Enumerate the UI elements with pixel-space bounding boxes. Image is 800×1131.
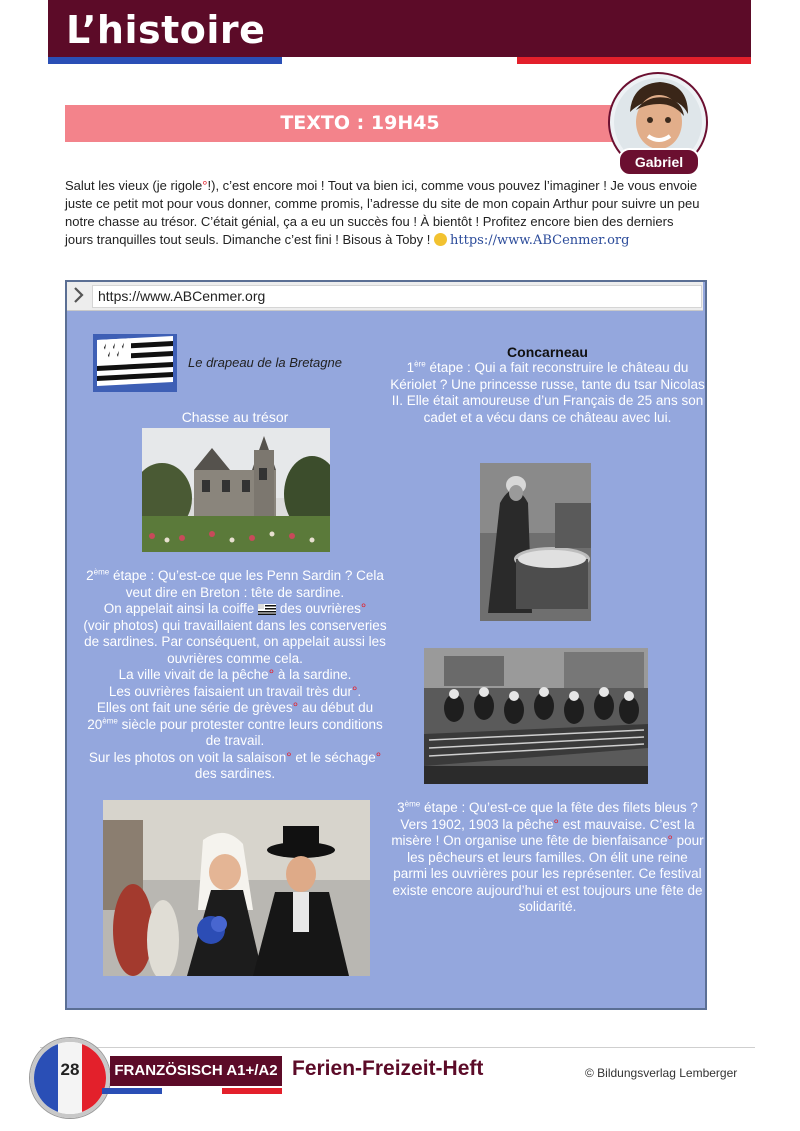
sardine-workers-photo xyxy=(424,648,648,784)
step-2-line-6 xyxy=(80,700,390,750)
greves-text: Elles ont fait une série de grèves xyxy=(96,700,293,715)
concarneau-title: Concarneau xyxy=(507,344,588,360)
step-2-question: étape : Qu’est-ce que les Penn Sardin ? Cela veut dire en Breton : tête de sardine. xyxy=(109,568,384,600)
vers-1902-text: Vers 1902, 1903 la pêche xyxy=(400,816,554,832)
step-1-text xyxy=(390,360,705,426)
breton-flag-icon xyxy=(258,604,276,615)
step-3-sup: ème xyxy=(404,799,421,809)
step-3-question: étape : Qu’est-ce que la fête des filets bleus ? xyxy=(420,800,698,815)
step-2-line-1 xyxy=(80,568,390,601)
chevron-right-icon[interactable] xyxy=(71,285,87,305)
step-2-line-7 xyxy=(80,750,390,783)
cannery-worker-photo xyxy=(480,463,591,621)
laughing-emoji-icon xyxy=(434,233,447,246)
breton-flag-image xyxy=(93,334,177,392)
glossary-mark: ° xyxy=(375,749,382,765)
glossary-mark: ° xyxy=(553,816,559,832)
sardine-text: à la sardine. xyxy=(274,667,352,682)
castle-photo xyxy=(142,428,330,552)
subject-label: FRANZÖSISCH A1+/A2 xyxy=(114,1062,278,1079)
siecle-text: siècle pour protester contre leurs conditions de travail. xyxy=(117,716,383,748)
step-2-number: 2 xyxy=(86,568,94,583)
series-title: Ferien-Freizeit-Heft xyxy=(292,1057,484,1080)
period-text: . xyxy=(357,683,362,699)
message-text-2: !), c’est encore moi ! Tout va bien ici, comme vous pouvez l’imaginer ! Je vous envoie juste ce petit mot pour vous donner, comme promis, l’adresse du site de mon copain Arthur pour suivre un peu notre chasse au trésor. C’était génial, ça a eu un succès fou ! À bientôt ! Profitez encore bien des derniers jours tranquilles tout seuls. Dimanche c’est fini ! Bisous à Toby ! xyxy=(65,178,700,247)
header-stripe-blue xyxy=(48,57,282,64)
glossary-mark: ° xyxy=(351,683,358,699)
coiffe-text: On appelait ainsi la coiffe xyxy=(103,601,255,616)
sechage-text: et le séchage xyxy=(291,749,376,765)
step-2-line-2 xyxy=(80,601,390,618)
salaison-text: Sur les photos on voit la salaison xyxy=(88,749,287,765)
glossary-mark: ° xyxy=(292,700,299,715)
breton-couple-photo xyxy=(103,800,370,976)
step-1-number: 1 xyxy=(406,360,415,375)
url-text: https://www.ABCenmer.org xyxy=(98,288,266,304)
sardines-text: des sardines. xyxy=(194,766,276,781)
website-link[interactable]: https://www.ABCenmer.org xyxy=(450,233,630,248)
step-2-text xyxy=(80,568,390,783)
treasure-hunt-title: Chasse au trésor xyxy=(181,409,289,425)
glossary-mark: ° xyxy=(667,833,673,848)
step-2-sup: ème xyxy=(93,567,110,577)
step-2-line-3: (voir photos) qui travaillaient dans les conserveries de sardines. Par conséquent, on appelait aussi les ouvrières comme cela. xyxy=(83,617,387,666)
peche-text: La ville vivait de la pêche xyxy=(118,667,269,682)
copyright: © Bildungsverlag Lemberger xyxy=(585,1066,738,1080)
sms-title: TEXTO : 19H45 xyxy=(280,112,440,134)
glossary-mark: ° xyxy=(268,667,275,682)
footer-divider xyxy=(40,1047,755,1048)
step-3-text xyxy=(390,800,705,916)
sender-badge: Gabriel xyxy=(618,148,700,176)
festival-text: pour les pêcheurs et leurs familles. On élit une reine parmi les ouvrières pour les représenter. Ce festival existe encore aujourd’hui et est toujours une fête de solidarité. xyxy=(392,833,704,914)
step-2-line-5 xyxy=(80,684,390,701)
step-2-line-4 xyxy=(80,667,390,684)
step-1-sup: ère xyxy=(414,359,426,369)
page-number: 28 xyxy=(60,1060,80,1079)
dur-text: Les ouvrières faisaient un travail très dur xyxy=(108,683,352,699)
footer-stripe-blue xyxy=(102,1088,162,1094)
sms-message xyxy=(65,177,700,250)
ouvrieres-text: des ouvrières xyxy=(279,601,361,616)
glossary-mark: ° xyxy=(360,601,367,616)
message-text-1: Salut les vieux (je rigole xyxy=(65,178,203,193)
step-1-body: étape : Qui a fait reconstruire le château du Kériolet ? Une princesse russe, tante du tsar Nicolas II. Elle était amoureuse d’un Français de 25 ans son cadet et a vécu dans ce château avec lui. xyxy=(390,360,705,425)
century-sup: ème xyxy=(102,716,118,725)
glossary-mark: ° xyxy=(286,749,292,765)
page-title: L’histoire xyxy=(66,8,266,52)
flag-caption: Le drapeau de la Bretagne xyxy=(188,355,342,370)
glossary-mark: ° xyxy=(202,178,208,193)
footer-stripe-red xyxy=(222,1088,282,1094)
debut-text: au début du 20 xyxy=(87,700,374,732)
header-stripe-red xyxy=(517,57,751,64)
bienfaisance-text: est mauvaise. C’est la misère ! On organise une fête de bienfaisance xyxy=(391,816,695,848)
step-3-number: 3 xyxy=(397,800,405,815)
